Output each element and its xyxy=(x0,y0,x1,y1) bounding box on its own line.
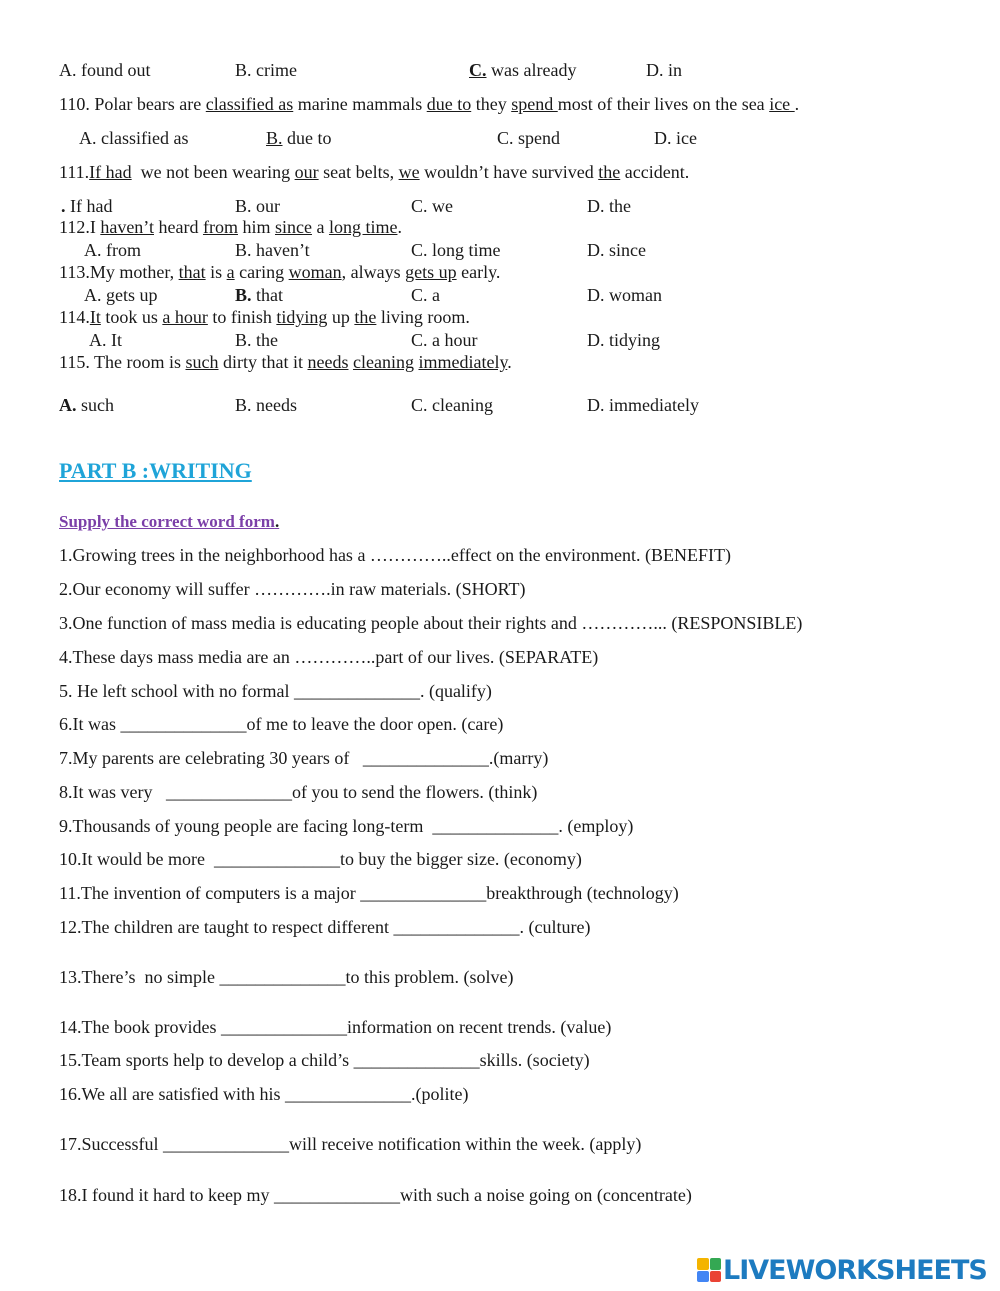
option-text: ice xyxy=(671,128,697,148)
exercise-item-10: 10.It would be more ______________to buy the bigger size. (economy) xyxy=(59,849,582,869)
text: most of their lives on the sea xyxy=(557,94,770,114)
option-letter: D. xyxy=(587,285,605,305)
q111-option-b[interactable] xyxy=(235,195,280,217)
q115-sentence xyxy=(59,351,512,373)
option-text: found out xyxy=(76,60,151,80)
option-letter: . xyxy=(61,196,66,216)
underlined-word: spend xyxy=(511,94,558,114)
q112-option-d[interactable] xyxy=(587,239,646,261)
logo-block xyxy=(697,1258,709,1270)
option-text: from xyxy=(101,240,141,260)
text: early. xyxy=(456,262,501,282)
q112-option-a[interactable] xyxy=(84,239,141,261)
option-letter: A. xyxy=(89,330,107,350)
underlined-word: since xyxy=(274,217,312,237)
underlined-word: a hour xyxy=(162,307,208,327)
q113-sentence xyxy=(59,261,500,283)
text: up xyxy=(327,307,355,327)
underlined-word: woman xyxy=(288,262,342,282)
option-letter: C. xyxy=(411,196,428,216)
q110-option-b[interactable] xyxy=(266,127,332,149)
underlined-word: It xyxy=(89,307,101,327)
q111-option-c[interactable] xyxy=(411,195,453,217)
underlined-word: such xyxy=(185,352,219,372)
logo-block xyxy=(697,1271,709,1283)
text: to finish xyxy=(207,307,277,327)
text: they xyxy=(471,94,512,114)
text: living room. xyxy=(376,307,470,327)
subtitle-period: . xyxy=(274,512,280,531)
text: 115. The room is xyxy=(59,352,186,372)
underlined-word: our xyxy=(294,162,319,182)
exercise-item-7: 7.My parents are celebrating 30 years of ______________.(marry) xyxy=(59,748,549,768)
exercise-item-17: 17.Successful ______________will receive notification within the week. (apply) xyxy=(59,1134,642,1154)
option-text: haven’t xyxy=(251,240,310,260)
exercise-item-16: 16.We all are satisfied with his ______________.(polite) xyxy=(59,1084,469,1104)
option-text: a hour xyxy=(427,330,478,350)
option-letter: B. xyxy=(235,240,252,260)
text: 112.I xyxy=(59,217,101,237)
underlined-word: cleaning xyxy=(352,352,414,372)
q113-option-b[interactable] xyxy=(235,284,283,306)
part-b-title: PART B :WRITING xyxy=(59,458,252,483)
exercise-item-12: 12.The children are taught to respect different ______________. (culture) xyxy=(59,917,591,937)
option-text: cleaning xyxy=(427,395,493,415)
text: wouldn’t have survived xyxy=(419,162,599,182)
exercise-item-1: 1.Growing trees in the neighborhood has a …………..effect on the environment. (BENEFIT) xyxy=(59,545,732,565)
option-text: our xyxy=(251,196,281,216)
exercise-item-2: 2.Our economy will suffer ………….in raw materials. (SHORT) xyxy=(59,579,526,599)
q113-option-a[interactable] xyxy=(84,284,158,306)
option-letter: D. xyxy=(587,196,605,216)
text: him xyxy=(237,217,275,237)
exercise-item-9: 9.Thousands of young people are facing long-term ______________. (employ) xyxy=(59,816,634,836)
exercise-item-4: 4.These days mass media are an …………..part of our lives. (SEPARATE) xyxy=(59,647,599,667)
text: 113.My mother, xyxy=(59,262,179,282)
q115-option-b[interactable] xyxy=(235,394,297,416)
q114-option-a[interactable] xyxy=(89,329,122,351)
option-letter: D. xyxy=(654,128,672,148)
option-letter: B. xyxy=(235,60,252,80)
option-letter: D. xyxy=(587,330,605,350)
text: . xyxy=(794,94,800,114)
option-text: due to xyxy=(282,128,332,148)
option-letter: C. xyxy=(411,395,428,415)
q109-option-d[interactable] xyxy=(646,59,682,81)
underlined-word: we xyxy=(398,162,420,182)
option-text: tidying xyxy=(604,330,661,350)
q113-option-d[interactable] xyxy=(587,284,662,306)
q114-option-c[interactable] xyxy=(411,329,478,351)
text: heard xyxy=(153,217,203,237)
option-text: gets up xyxy=(101,285,158,305)
option-text: spend xyxy=(513,128,561,148)
text: 110. Polar bears are xyxy=(59,94,206,114)
option-text: such xyxy=(76,395,114,415)
q110-sentence xyxy=(59,93,799,115)
underlined-word: tidying xyxy=(276,307,328,327)
text: a xyxy=(311,217,329,237)
option-text: woman xyxy=(604,285,662,305)
option-letter: B. xyxy=(235,395,252,415)
text: caring xyxy=(234,262,289,282)
underlined-word: If had xyxy=(89,162,132,182)
q115-option-d[interactable] xyxy=(587,394,699,416)
option-letter: B. xyxy=(266,128,283,148)
exercise-item-5: 5. He left school with no formal ______________. (qualify) xyxy=(59,681,492,701)
q110-option-a[interactable] xyxy=(79,127,188,149)
underlined-word: gets up xyxy=(405,262,457,282)
option-text: long time xyxy=(427,240,501,260)
option-letter: C. xyxy=(411,330,428,350)
q112-option-b[interactable] xyxy=(235,239,310,261)
option-text: needs xyxy=(251,395,297,415)
option-letter: B. xyxy=(235,285,252,305)
option-letter: A. xyxy=(84,240,102,260)
part-b-subtitle xyxy=(59,511,279,533)
option-letter: A. xyxy=(59,60,77,80)
underlined-word: from xyxy=(202,217,238,237)
text: we not been wearing xyxy=(131,162,295,182)
underlined-word: classified as xyxy=(205,94,294,114)
q112-option-c[interactable] xyxy=(411,239,501,261)
underlined-word: that xyxy=(178,262,206,282)
liveworksheets-logo[interactable] xyxy=(697,1255,987,1285)
q111-option-a[interactable] xyxy=(61,195,112,217)
q113-option-c[interactable] xyxy=(411,284,440,306)
option-letter: C. xyxy=(469,60,487,80)
option-letter: D. xyxy=(587,395,605,415)
text: marine mammals xyxy=(293,94,427,114)
q114-sentence xyxy=(59,306,470,328)
underlined-word: the xyxy=(354,307,377,327)
q115-option-c[interactable] xyxy=(411,394,493,416)
underlined-word: long time xyxy=(328,217,398,237)
option-letter: B. xyxy=(235,196,252,216)
subtitle-text: Supply the correct word form xyxy=(59,512,275,531)
option-letter: A. xyxy=(79,128,97,148)
exercise-item-6: 6.It was ______________of me to leave the door open. (care) xyxy=(59,714,504,734)
option-text: a xyxy=(427,285,441,305)
option-text: was already xyxy=(486,60,577,80)
q110-option-d[interactable] xyxy=(654,127,697,149)
q109-option-a[interactable] xyxy=(59,59,151,81)
option-letter: D. xyxy=(646,60,664,80)
logo-block xyxy=(710,1271,722,1283)
option-text: immediately xyxy=(604,395,699,415)
text: , always xyxy=(341,262,406,282)
option-letter: C. xyxy=(411,240,428,260)
text: dirty that it xyxy=(218,352,308,372)
underlined-word: ice xyxy=(769,94,795,114)
option-letter: D. xyxy=(587,240,605,260)
q112-sentence xyxy=(59,216,402,238)
option-text: in xyxy=(663,60,683,80)
option-text: we xyxy=(427,196,454,216)
text: 111. xyxy=(59,162,90,182)
q111-sentence xyxy=(59,161,689,183)
exercise-item-3: 3.One function of mass media is educating people about their rights and …………... (RESPONSIBLE) xyxy=(59,613,803,633)
underlined-word: needs xyxy=(307,352,349,372)
q110-option-c[interactable] xyxy=(497,127,560,149)
q109-option-b[interactable] xyxy=(235,59,297,81)
q114-option-b[interactable] xyxy=(235,329,278,351)
option-text: since xyxy=(604,240,646,260)
option-letter: B. xyxy=(235,330,252,350)
option-text: classified as xyxy=(96,128,189,148)
q114-option-d[interactable] xyxy=(587,329,660,351)
option-text: that xyxy=(251,285,284,305)
text: is xyxy=(205,262,227,282)
text: . xyxy=(397,217,402,237)
option-letter: A. xyxy=(59,395,77,415)
underlined-word: immediately xyxy=(418,352,508,372)
text: accident. xyxy=(620,162,690,182)
option-letter: C. xyxy=(497,128,514,148)
text: 114. xyxy=(59,307,90,327)
q115-option-a[interactable] xyxy=(59,394,114,416)
text: . xyxy=(507,352,512,372)
q111-option-d[interactable] xyxy=(587,195,631,217)
exercise-item-13: 13.There’s no simple ______________to this problem. (solve) xyxy=(59,967,514,987)
option-text: the xyxy=(604,196,631,216)
underlined-word: a xyxy=(226,262,235,282)
option-letter: C. xyxy=(411,285,428,305)
q109-option-c[interactable] xyxy=(469,59,576,81)
exercise-item-15: 15.Team sports help to develop a child’s ______________skills. (society) xyxy=(59,1050,590,1070)
exercise-item-8: 8.It was very ______________of you to send the flowers. (think) xyxy=(59,782,538,802)
option-text: crime xyxy=(251,60,297,80)
logo-text: LIVEWORKSHEETS xyxy=(723,1254,987,1286)
option-text: It xyxy=(106,330,122,350)
exercise-item-18: 18.I found it hard to keep my ______________with such a noise going on (concentrate) xyxy=(59,1185,692,1205)
exercise-item-11: 11.The invention of computers is a major ______________breakthrough (technology) xyxy=(59,883,679,903)
option-text: the xyxy=(251,330,279,350)
text: seat belts, xyxy=(318,162,399,182)
text: took us xyxy=(100,307,163,327)
logo-block xyxy=(710,1258,722,1270)
underlined-word: the xyxy=(598,162,621,182)
logo-mark-icon xyxy=(697,1258,721,1282)
underlined-word: haven’t xyxy=(100,217,154,237)
option-letter: A. xyxy=(84,285,102,305)
option-text: If had xyxy=(65,196,113,216)
underlined-word: due to xyxy=(426,94,472,114)
exercise-item-14: 14.The book provides ______________information on recent trends. (value) xyxy=(59,1017,612,1037)
